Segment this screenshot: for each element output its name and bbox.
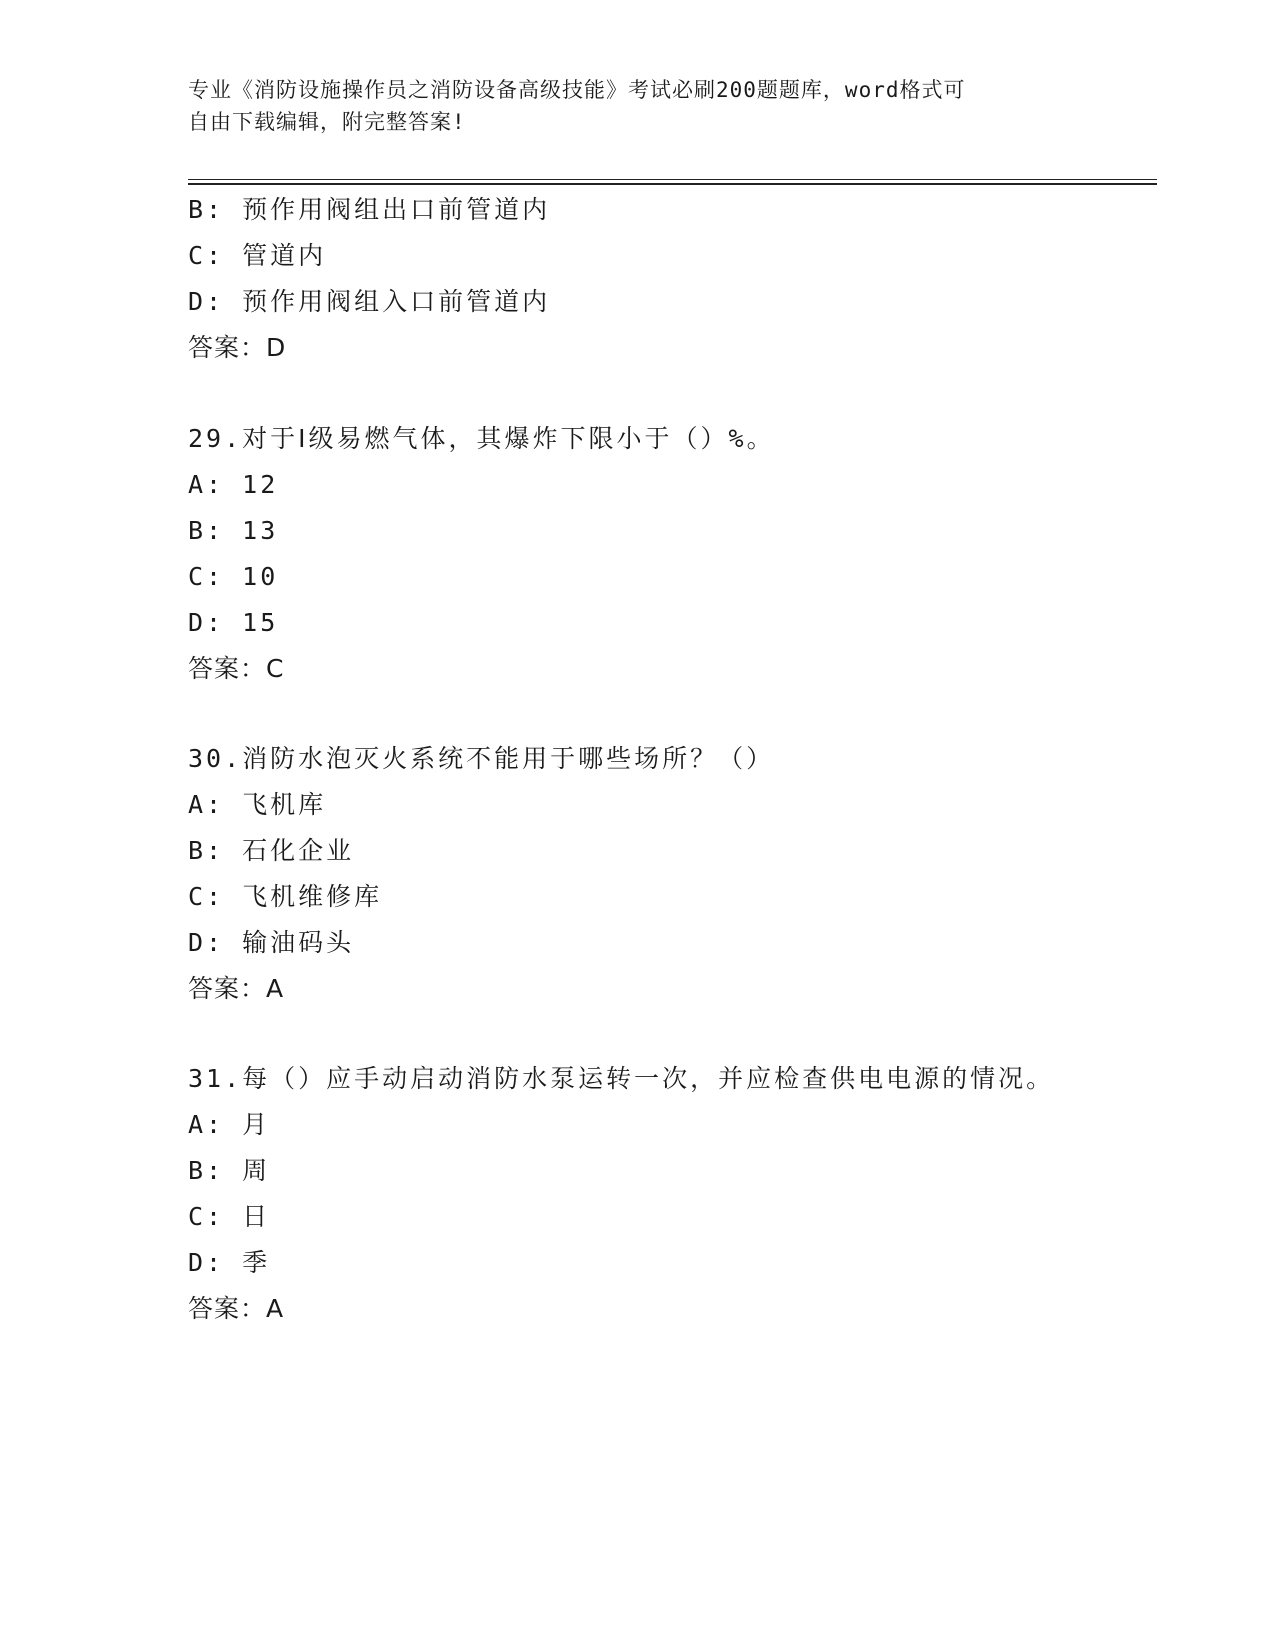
option-a: A: 月 bbox=[188, 1110, 271, 1139]
option-b: B: 周 bbox=[188, 1156, 271, 1185]
answer-line: 答案：C bbox=[188, 654, 285, 683]
header-line-2: 自由下载编辑，附完整答案! bbox=[188, 110, 466, 134]
question-stem-29: 29.对于Ⅰ级易燃气体，其爆炸下限小于（）%。 bbox=[188, 424, 775, 453]
header-line-1: 专业《消防设施操作员之消防设备高级技能》考试必刷200题题库，word格式可 bbox=[188, 78, 966, 102]
option-c: C: 管道内 bbox=[188, 241, 327, 270]
header-rule-thick bbox=[188, 183, 1157, 185]
option-d: D: 季 bbox=[188, 1248, 271, 1277]
option-c: C: 飞机维修库 bbox=[188, 882, 383, 911]
answer-line: 答案：A bbox=[188, 1294, 285, 1323]
option-d: D: 预作用阀组入口前管道内 bbox=[188, 287, 551, 316]
answer-line: 答案：A bbox=[188, 974, 285, 1003]
option-b: B: 预作用阀组出口前管道内 bbox=[188, 195, 551, 224]
option-a: A: 飞机库 bbox=[188, 790, 327, 819]
option-c: C: 10 bbox=[188, 562, 279, 591]
answer-line: 答案：D bbox=[188, 333, 287, 362]
option-a: A: 12 bbox=[188, 470, 279, 499]
question-stem-31: 31.每（）应手动启动消防水泵运转一次，并应检查供电电源的情况。 bbox=[188, 1064, 1055, 1093]
question-stem-30: 30.消防水泡灭火系统不能用于哪些场所？（） bbox=[188, 744, 775, 773]
document-header bbox=[188, 74, 1088, 138]
option-d: D: 15 bbox=[188, 608, 279, 637]
option-b: B: 13 bbox=[188, 516, 279, 545]
option-d: D: 输油码头 bbox=[188, 928, 355, 957]
header-rule-thin bbox=[188, 179, 1157, 180]
option-c: C: 日 bbox=[188, 1202, 271, 1231]
option-b: B: 石化企业 bbox=[188, 836, 355, 865]
